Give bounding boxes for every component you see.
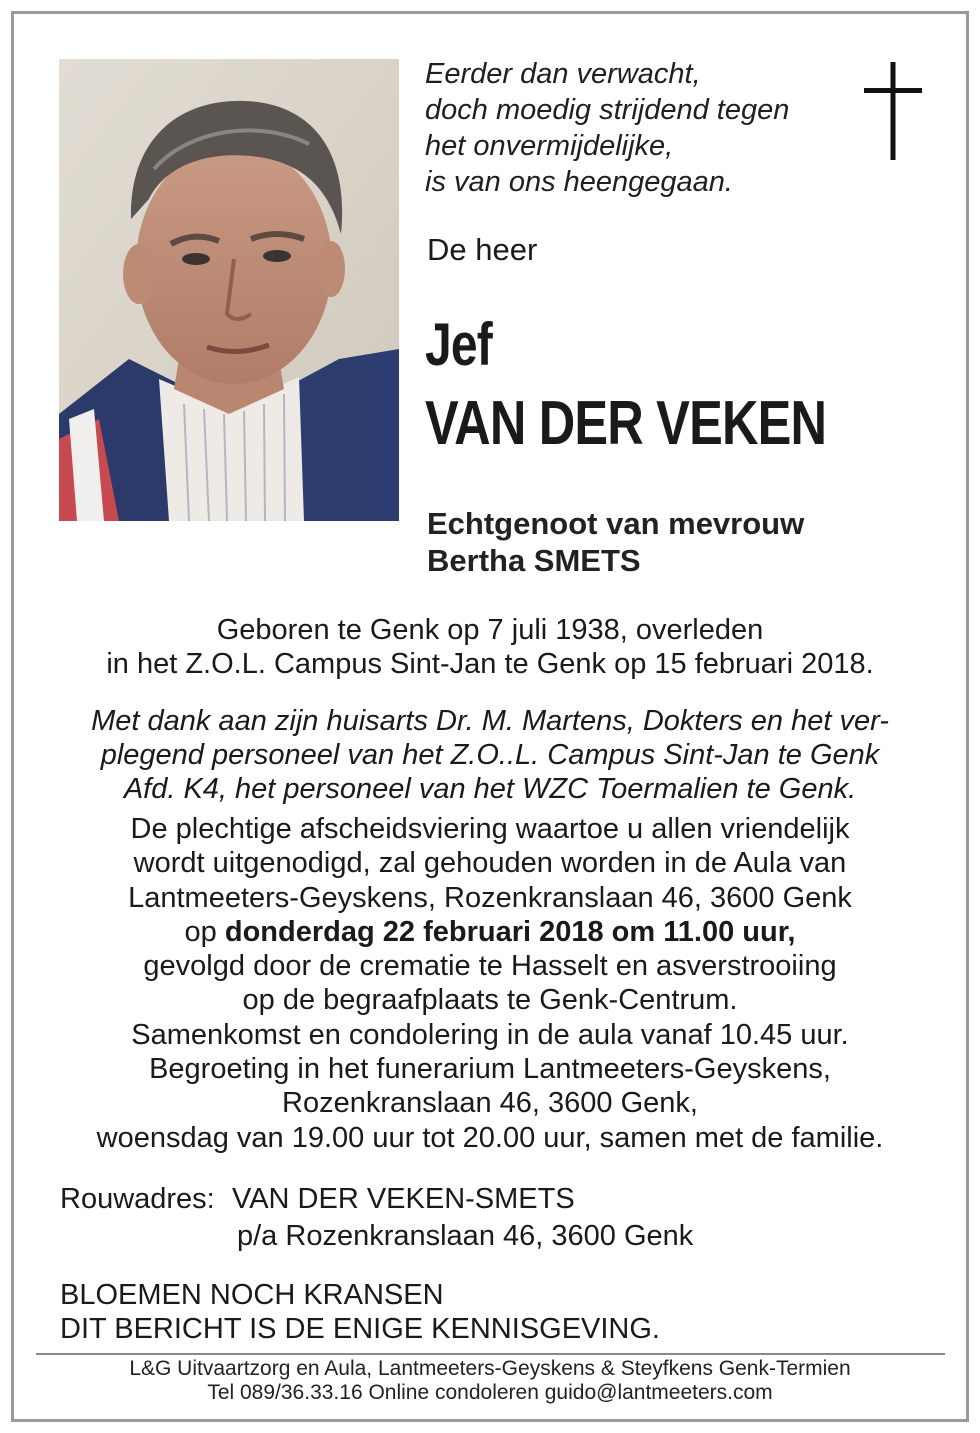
birth-death-line: in het Z.O.L. Campus Sint-Jan te Genk op 15 februari 2018.: [106, 648, 874, 680]
deceased-first-name: Jef: [425, 311, 492, 378]
footer-line: Tel 089/36.33.16 Online condoleren guido@lantmeeters.com: [207, 1381, 773, 1404]
thanks-line: plegend personeel van het Z.O..L. Campus Sint-Jan te Genk: [100, 739, 880, 771]
service-line: Begroeting in het funerarium Lantmeeters-Geyskens,: [149, 1053, 831, 1086]
service-line: woensdag van 19.00 uur tot 20.00 uur, samen met de familie.: [96, 1121, 884, 1154]
service-line: Samenkomst en condolering in de aula vanaf 10.45 uur.: [131, 1018, 849, 1051]
footer-divider: [36, 1353, 945, 1355]
service-line: Lantmeeters-Geyskens, Rozenkranslaan 46, 3600 Genk: [128, 881, 852, 914]
mourning-address-label: Rouwadres:: [60, 1183, 215, 1215]
intro-poem: [425, 56, 855, 200]
spouse-line: Bertha SMETS: [427, 543, 641, 578]
service-line: De plechtige afscheidsviering waartoe u allen vriendelijk: [130, 813, 850, 845]
footer-line: L&G Uitvaartzorg en Aula, Lantmeeters-Geyskens & Steyfkens Genk-Termien: [129, 1357, 851, 1380]
salutation: De heer: [427, 232, 538, 267]
closing-line: DIT BERICHT IS DE ENIGE KENNISGEVING.: [60, 1313, 660, 1345]
spouse-info: [427, 505, 804, 579]
service-date: donderdag 22 februari 2018 om 11.00 uur,: [224, 915, 796, 948]
intro-line: is van ons heengegaan.: [425, 166, 733, 198]
intro-line: doch moedig strijdend tegen: [425, 94, 790, 126]
closing-notice: [60, 1278, 660, 1346]
intro-line: Eerder dan verwacht,: [425, 58, 701, 90]
portrait-photo: [59, 59, 399, 521]
thanks-line: Afd. K4, het personeel van het WZC Toermalien te Genk.: [123, 773, 857, 805]
service-details: [30, 812, 950, 1155]
birth-death-line: Geboren te Genk op 7 juli 1938, overleden: [216, 614, 764, 646]
funeral-home-footer: [30, 1357, 950, 1405]
service-line: wordt uitgenodigd, zal gehouden worden in de Aula van: [133, 847, 847, 880]
service-date-line: [30, 915, 950, 949]
intro-line: het onvermijdelijke,: [425, 130, 674, 162]
service-line: op de begraafplaats te Genk-Centrum.: [242, 984, 738, 1017]
service-line: Rozenkranslaan 46, 3600 Genk,: [282, 1087, 698, 1120]
closing-line: BLOEMEN NOCH KRANSEN: [60, 1279, 444, 1311]
cross-icon: [864, 62, 922, 160]
service-date-prefix: op: [184, 915, 217, 948]
thanks-line: Met dank aan zijn huisarts Dr. M. Martens, Dokters en het ver-: [91, 705, 889, 737]
deceased-last-name: VAN DER VEKEN: [425, 389, 827, 458]
service-line: gevolgd door de crematie te Hasselt en asverstrooiing: [143, 950, 837, 983]
spouse-line: Echtgenoot van mevrouw: [427, 506, 805, 541]
portrait-icon: [59, 59, 399, 521]
mourning-address-street: p/a Rozenkranslaan 46, 3600 Genk: [237, 1220, 694, 1252]
thanks-paragraph: [30, 704, 950, 806]
birth-death-info: [30, 613, 950, 681]
mourning-address-name: VAN DER VEKEN-SMETS: [232, 1183, 575, 1215]
